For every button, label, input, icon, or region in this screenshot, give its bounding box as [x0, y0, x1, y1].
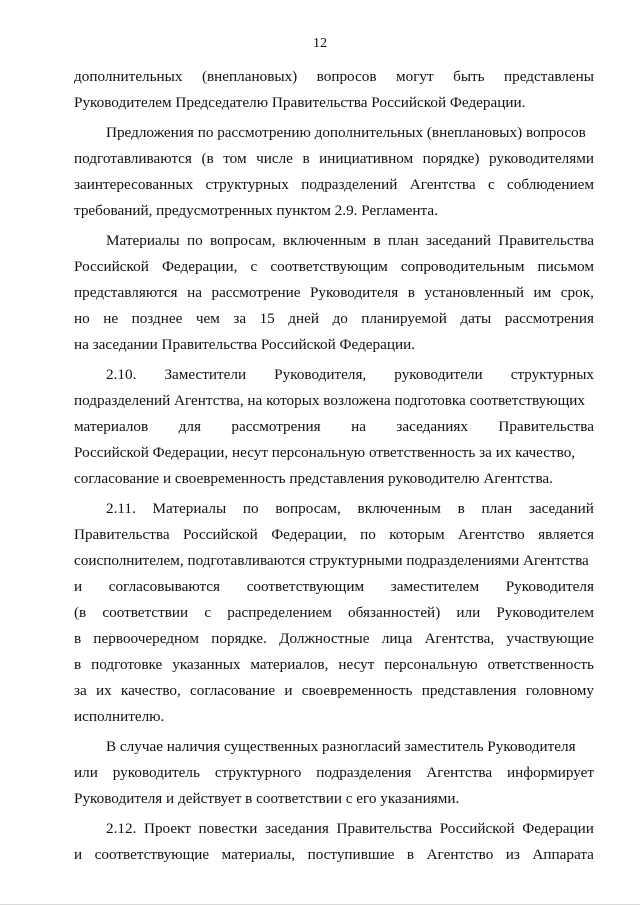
word: до: [332, 310, 348, 327]
text-line: [74, 306, 594, 332]
word: или: [74, 764, 98, 781]
word: планируемой: [361, 310, 447, 327]
word: согласовываются: [108, 578, 221, 595]
word: в: [407, 284, 415, 301]
text-line: [74, 678, 594, 704]
word: заседаний: [528, 500, 594, 517]
text-line: [74, 600, 594, 626]
word: подготовке: [91, 656, 163, 673]
text-line: на заседании Правительства Российской Федерации.: [74, 336, 416, 353]
word: заинтересованных: [74, 176, 194, 193]
word: подразделений: [301, 176, 398, 193]
text-line: [74, 574, 594, 600]
word: Федерации,: [271, 526, 347, 543]
word: Материалы: [106, 232, 180, 249]
word: повестки: [198, 820, 258, 837]
word: заседаниях: [396, 418, 468, 435]
word: срок,: [560, 284, 594, 301]
text-line: Руководителя и действует в соответствии с его указаниями.: [74, 790, 460, 807]
word: или: [456, 604, 481, 621]
word: позднее: [131, 310, 183, 327]
word: соответствующим: [246, 578, 365, 595]
word: соответствующим: [270, 258, 388, 275]
text-line: [74, 626, 594, 652]
text-line: Российской Федерации, несут персональную ответственность за их качество,: [74, 444, 576, 461]
word: подготавливаются: [74, 150, 192, 167]
text-line: В случае наличия существенных разногласий заместитель Руководителя: [106, 738, 576, 755]
word: Федерации,: [161, 258, 238, 275]
word: Российской: [74, 258, 149, 275]
word: ответственность: [487, 656, 594, 673]
text-line: исполнителю.: [74, 708, 165, 725]
word: по: [242, 500, 259, 517]
word: структурного: [214, 764, 302, 781]
text-line: соисполнителем, подготавливаются структурными подразделениями Агентства: [74, 552, 589, 569]
word: вопросам,: [275, 500, 341, 517]
word: структурных: [205, 176, 289, 193]
word: соблюдением: [507, 176, 594, 193]
text-line: Руководителем Председателю Правительства Российской Федерации.: [74, 94, 526, 111]
word: лица: [381, 630, 413, 647]
word: Правительства: [336, 820, 433, 837]
word: Агентства,: [424, 630, 495, 647]
word: персональную: [384, 656, 478, 673]
word: заместителем: [390, 578, 480, 595]
text-line: [74, 362, 594, 388]
word: соответствующие: [94, 846, 210, 863]
word: им: [533, 284, 552, 301]
word: Руководителя: [309, 284, 399, 301]
word: дней: [288, 310, 319, 327]
word: которым: [389, 526, 445, 543]
word: на: [187, 284, 202, 301]
word: 15: [259, 310, 275, 327]
word: могут: [395, 68, 434, 85]
word: рассмотрения: [231, 418, 321, 435]
word: дополнительных: [74, 68, 183, 85]
word: заседаний: [425, 232, 492, 249]
word: даты: [460, 310, 492, 327]
word: (в: [74, 604, 87, 621]
word: порядке): [422, 150, 480, 167]
word: первоочередном: [93, 630, 200, 647]
text-line: [74, 280, 594, 306]
word: Материалы: [152, 500, 227, 517]
word: в: [302, 150, 310, 167]
word: план: [481, 500, 513, 517]
word: распределением: [227, 604, 332, 621]
word: Аппарата: [532, 846, 594, 863]
word: несут: [338, 656, 375, 673]
word: Агентство: [458, 526, 525, 543]
text-line: [74, 172, 594, 198]
word: Руководителем: [496, 604, 594, 621]
word: вопросам,: [210, 232, 276, 249]
document-body: [74, 64, 594, 868]
word: материалов: [74, 418, 149, 435]
word: план: [388, 232, 419, 249]
word: и: [284, 682, 293, 699]
word: 2.12.: [106, 820, 137, 837]
word: рассмотрения: [504, 310, 594, 327]
word: головному: [525, 682, 594, 699]
text-line: [74, 254, 594, 280]
word: структурных: [510, 366, 594, 383]
word: Агентства: [409, 176, 476, 193]
word: вопросов: [316, 68, 377, 85]
word: подразделения: [316, 764, 412, 781]
word: руководители: [394, 366, 483, 383]
text-line: [74, 760, 594, 786]
word: для: [178, 418, 201, 435]
word: том: [223, 150, 247, 167]
word: на: [351, 418, 366, 435]
text-line: [74, 414, 594, 440]
word: материалы,: [221, 846, 296, 863]
word: в: [457, 500, 465, 517]
text-line: [74, 496, 594, 522]
word: включенным: [282, 232, 367, 249]
word: своевременность: [301, 682, 413, 699]
word: поступившие: [307, 846, 395, 863]
page-number: 12: [313, 36, 327, 51]
text-line: [74, 64, 594, 90]
word: и: [74, 846, 83, 863]
word: Российской: [439, 820, 515, 837]
word: представлены: [504, 68, 594, 85]
word: Правительства: [74, 526, 170, 543]
text-line: [74, 652, 594, 678]
word: числе: [256, 150, 293, 167]
text-line: [74, 146, 594, 172]
word: с: [204, 604, 212, 621]
word: указанных: [172, 656, 241, 673]
word: Руководителя,: [274, 366, 367, 383]
word: с: [250, 258, 258, 275]
word: Правительства: [498, 232, 594, 249]
word: является: [538, 526, 594, 543]
word: в: [373, 232, 381, 249]
word: Агентства: [426, 764, 493, 781]
word: информирует: [507, 764, 594, 781]
text-line: [74, 816, 594, 842]
word: в: [406, 846, 415, 863]
word: но: [74, 310, 90, 327]
word: их: [95, 682, 112, 699]
word: обязанностей): [348, 604, 441, 621]
word: Заместители: [164, 366, 247, 383]
word: рассмотрение: [211, 284, 301, 301]
word: 2.11.: [106, 500, 136, 517]
word: руководителями: [489, 150, 594, 167]
word: (в: [201, 150, 214, 167]
word: (внеплановых): [201, 68, 298, 85]
word: заседания: [264, 820, 329, 837]
word: Правительства: [498, 418, 594, 435]
word: согласование: [190, 682, 276, 699]
word: качество,: [120, 682, 181, 699]
word: установленный: [424, 284, 524, 301]
word: Должностные: [279, 630, 370, 647]
word: не: [103, 310, 119, 327]
word: Проект: [144, 820, 191, 837]
word: Российской: [182, 526, 258, 543]
word: инициативном: [319, 150, 414, 167]
word: с: [487, 176, 495, 193]
word: чем: [195, 310, 220, 327]
word: Агентство: [426, 846, 494, 863]
word: в: [74, 630, 82, 647]
text-line: требований, предусмотренных пунктом 2.9. Регламента.: [74, 202, 438, 219]
word: по: [360, 526, 376, 543]
word: за: [74, 682, 87, 699]
word: включенным: [357, 500, 441, 517]
word: порядке.: [211, 630, 267, 647]
text-line: Предложения по рассмотрению дополнительных (внеплановых) вопросов: [106, 124, 586, 141]
word: быть: [453, 68, 485, 85]
word: участвующие: [506, 630, 594, 647]
word: Федерации: [522, 820, 594, 837]
word: сопроводительным: [400, 258, 525, 275]
word: письмом: [537, 258, 594, 275]
word: по: [186, 232, 203, 249]
word: и: [74, 578, 83, 595]
text-line: [74, 522, 594, 548]
word: из: [505, 846, 520, 863]
word: материалов,: [250, 656, 329, 673]
word: руководитель: [112, 764, 200, 781]
text-line: подразделений Агентства, на которых возложена подготовка соответствующих: [74, 392, 585, 409]
word: за: [233, 310, 247, 327]
word: представляются: [74, 284, 178, 301]
word: соответствии: [102, 604, 189, 621]
text-line: [74, 228, 594, 254]
text-line: [74, 842, 594, 868]
word: представления: [421, 682, 517, 699]
word: в: [74, 656, 82, 673]
word: Руководителя: [505, 578, 594, 595]
text-line: согласование и своевременность представления руководителю Агентства.: [74, 470, 553, 487]
word: 2.10.: [106, 366, 137, 383]
